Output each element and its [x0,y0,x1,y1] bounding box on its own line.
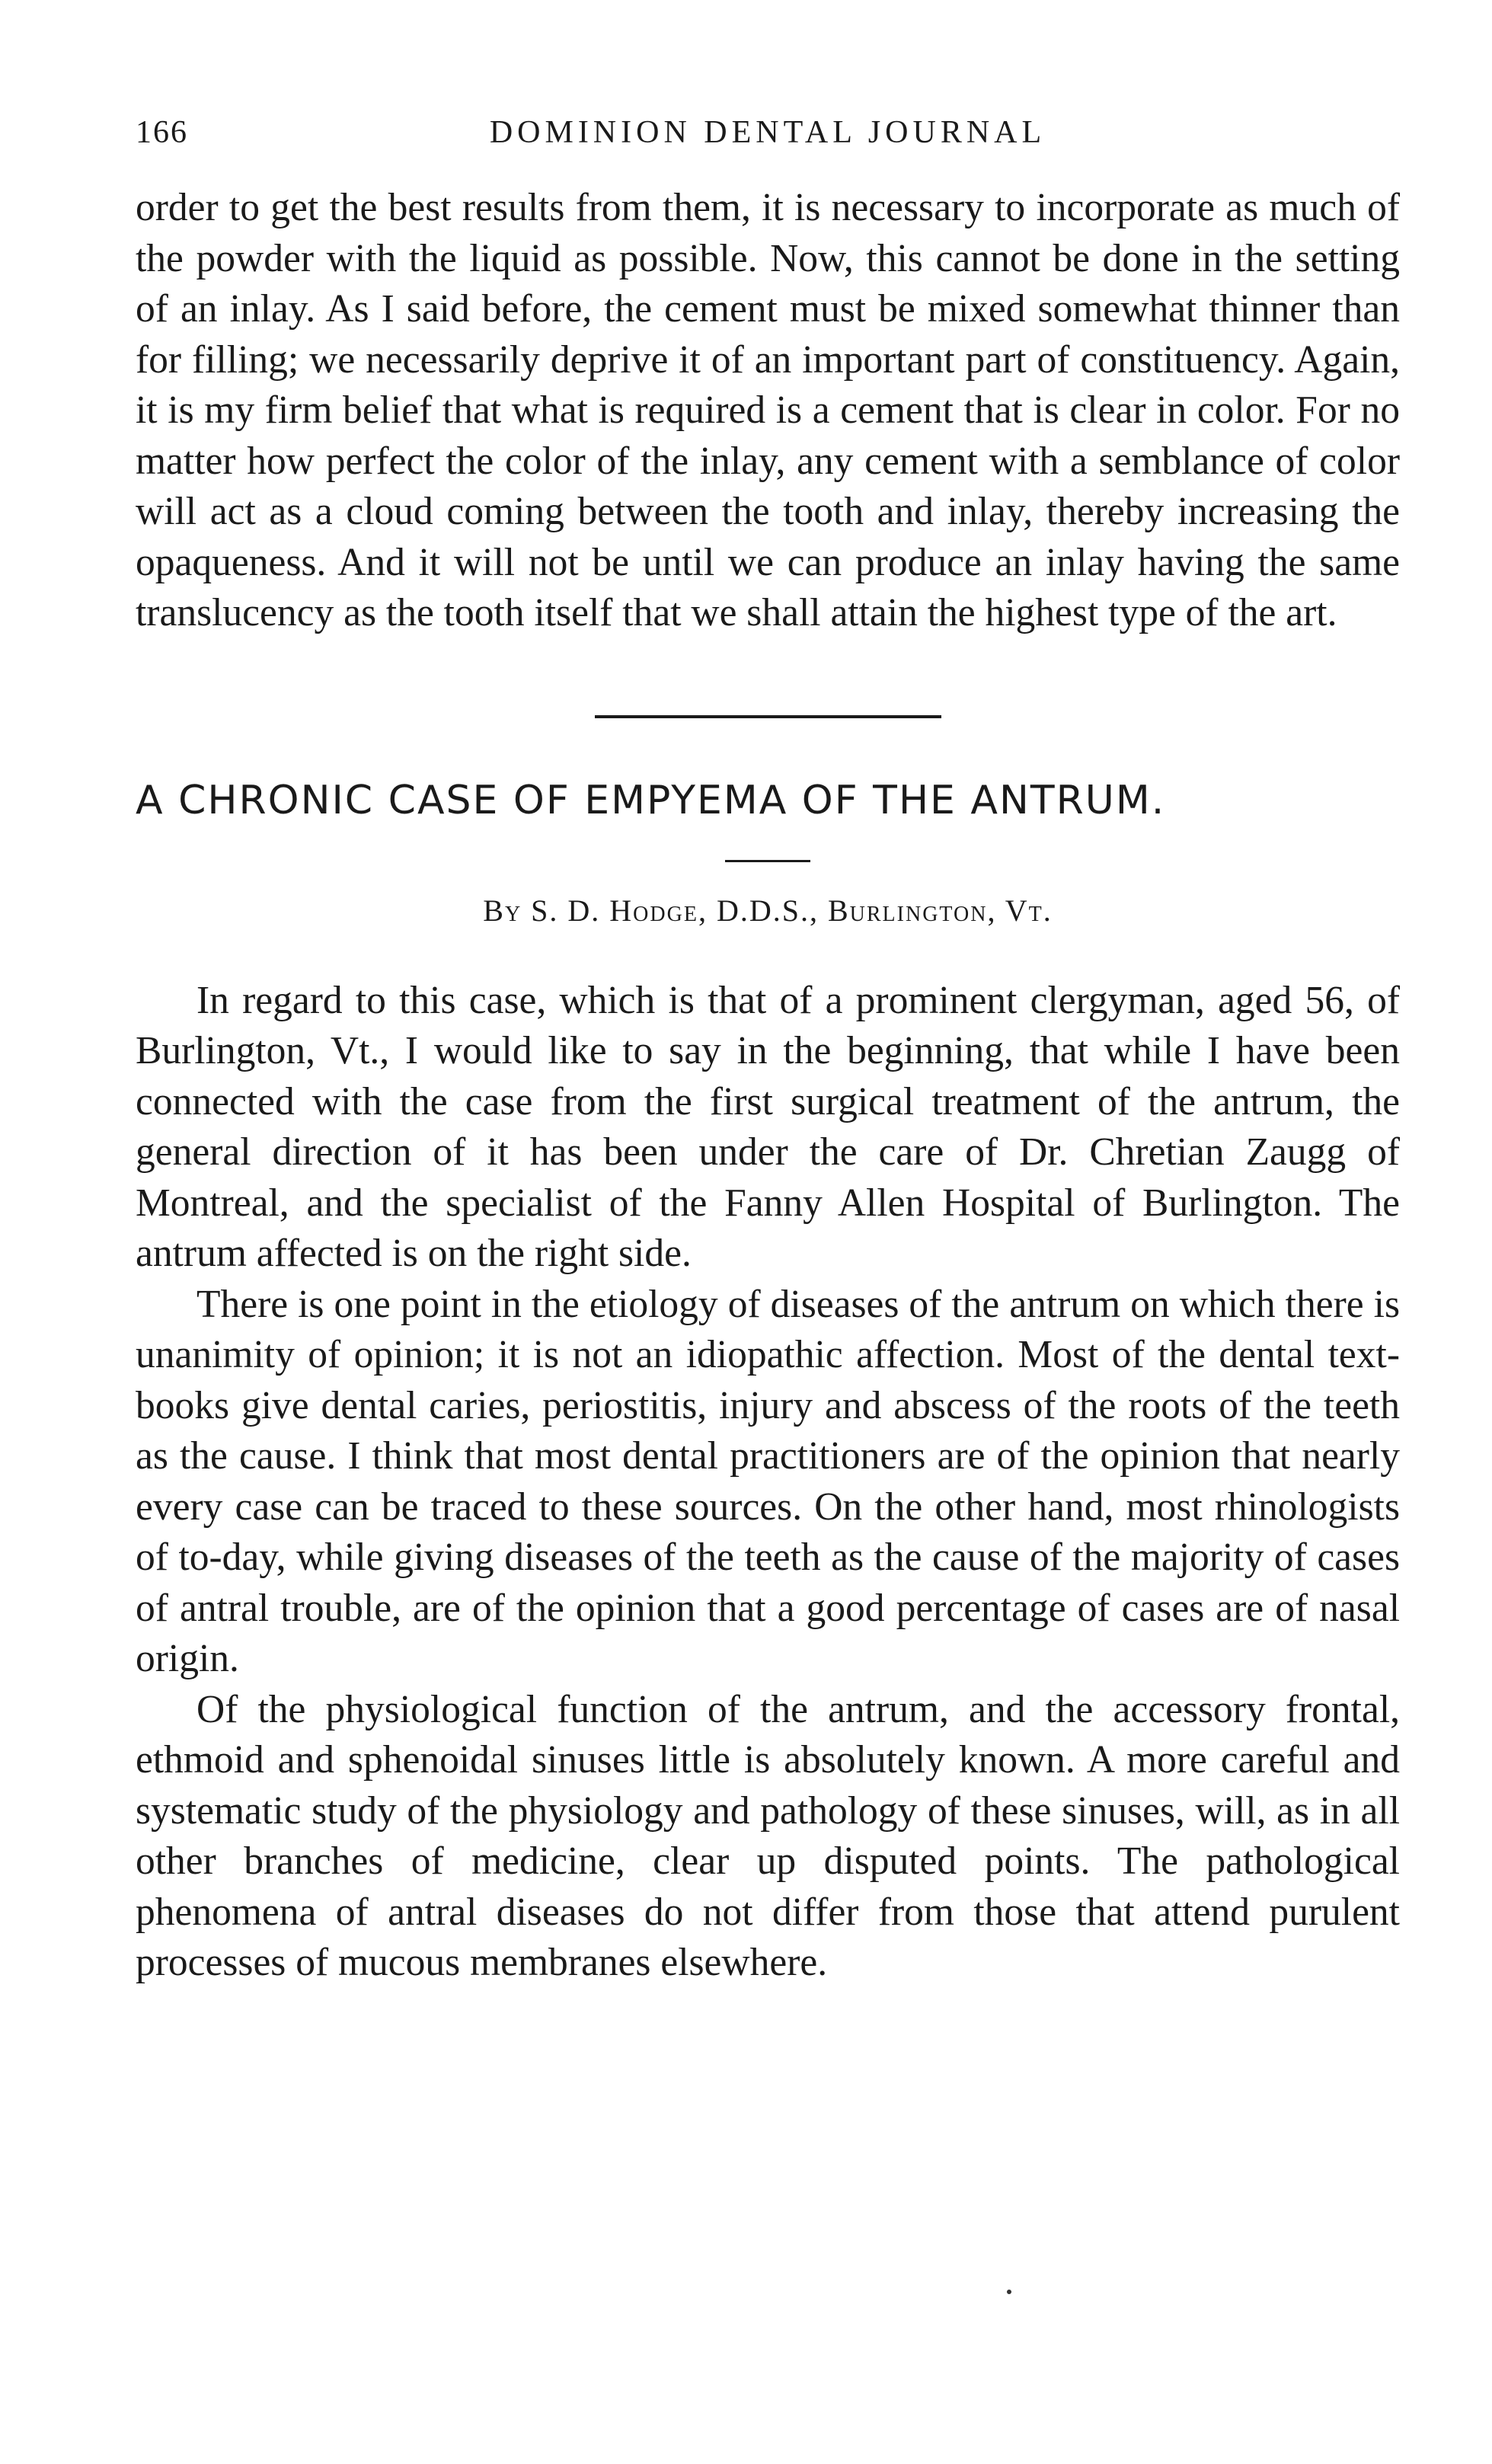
article-body [136,976,1400,1989]
body-paragraph: Of the physiological function of the antrum, and the accessory frontal, ethmoid and sphenoidal sinuses little is absolutely known. A more careful and systematic study of the physiology and pathology of these sinuses, will, as in all other branches of medicine, clear up disputed points. The pathological phenomena of antral diseases do not differ from those that attend purulent processes of mucous membranes elsewhere. [136,1687,1400,1984]
section-divider [595,715,941,718]
page-number: 166 [136,115,188,150]
body-paragraph: There is one point in the etiology of diseases of the antrum on which there is unanimity of opinion; it is not an idiopathic affection. Most of the dental text-books give dental caries, periostitis, injury and abscess of the roots of the teeth as the cause. I think that most dental practitioners are of the opinion that nearly every case can be traced to these sources. On the other hand, most rhinologists of to-day, while giving diseases of the teeth as the cause of the majority of cases of antral trouble, are of the opinion that a good percentage of cases are of nasal origin. [136,1282,1400,1680]
body-paragraph: In regard to this case, which is that of a prominent clergyman, aged 56, of Burlington, Vt., I would like to say in the beginning, that while I have been connected with the case from the first surgical treatment of the antrum, the general direction of it has been under the care of Dr. Chretian Zaugg of Montreal, and the specialist of the Fanny Allen Hospital of Burlington. The antrum affected is on the right side. [136,978,1400,1275]
journal-page [136,114,1400,1989]
byline-text: By S. D. Hodge, D.D.S., Burlington, Vt. [483,893,1053,928]
page-speck [1007,2290,1011,2294]
article-byline [136,893,1400,928]
continued-paragraph: order to get the best results from them, it is necessary to incorporate as much of the powder with the liquid as possible. Now, this cannot be done in the setting of an inlay. As I said before, the cement must be mixed somewhat thinner than for filling; we necessarily deprive it of an important part of constituency. Again, it is my firm belief that what is required is a cement that is clear in color. For no matter how perfect the color of the inlay, any cement with a semblance of color will act as a cloud coming between the tooth and inlay, thereby increasing the opaqueness. And it will not be until we can produce an inlay having the same translucency as the tooth itself that we shall attain the highest type of the art. [136,186,1400,634]
journal-title: DOMINION DENTAL JOURNAL [489,115,1046,150]
article-title: A CHRONIC CASE OF EMPYEMA OF THE ANTRUM. [136,777,1166,823]
title-rule [725,860,810,862]
running-head [136,114,1400,183]
